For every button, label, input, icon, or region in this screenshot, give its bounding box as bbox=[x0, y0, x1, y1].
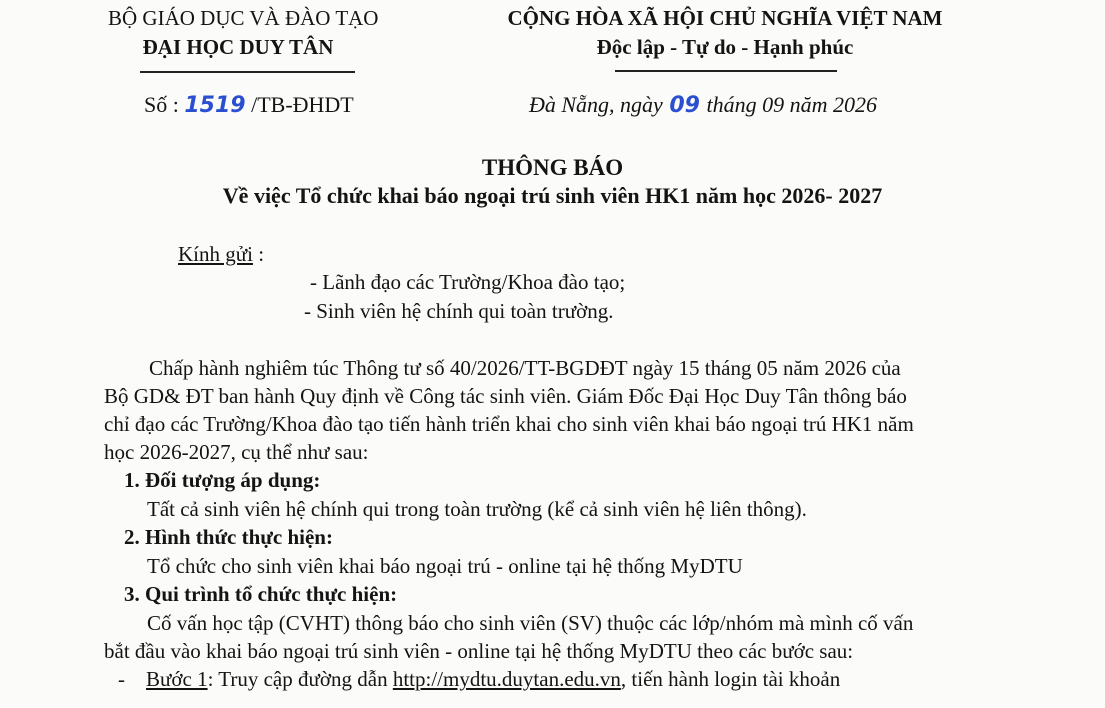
ministry-name: BỘ GIÁO DỤC VÀ ĐÀO TẠO bbox=[108, 6, 379, 30]
body-paragraph-line: Bộ GD& ĐT ban hành Quy định về Công tác sinh viên. Giám Đốc Đại Học Duy Tân thông báo bbox=[104, 384, 907, 408]
section-text: Tất cả sinh viên hệ chính qui trong toàn trường (kể cả sinh viên hệ liên thông). bbox=[147, 497, 807, 521]
document-date bbox=[529, 92, 877, 118]
university-underline bbox=[140, 71, 355, 73]
notice-subject: Về việc Tổ chức khai báo ngoại trú sinh viên HK1 năm học 2026- 2027 bbox=[222, 183, 883, 208]
mydtu-link[interactable]: http://mydtu.duytan.edu.vn bbox=[392, 667, 621, 691]
recipient-item: - Lãnh đạo các Trường/Khoa đào tạo; bbox=[310, 270, 626, 294]
date-day-handwritten: 09 bbox=[669, 93, 700, 118]
section-text: Cố vấn học tập (CVHT) thông báo cho sinh viên (SV) thuộc các lớp/nhóm mà mình cố vấn bbox=[147, 611, 914, 635]
body-paragraph-line: chỉ đạo các Trường/Khoa đào tạo tiến hành triển khai cho sinh viên khai báo ngoại trú HK1 năm bbox=[104, 412, 914, 436]
step-text-after-link: , tiến hành login tài khoản bbox=[620, 667, 841, 691]
step-text: : Truy cập đường dẫn bbox=[207, 667, 393, 691]
recipients-label-colon: : bbox=[252, 242, 265, 266]
section-text-continued: bắt đầu vào khai báo ngoại trú sinh viên - online tại hệ thống MyDTU theo các bước sau: bbox=[104, 639, 854, 663]
document-number-label: Số : bbox=[144, 92, 179, 117]
motto-underline bbox=[615, 70, 837, 72]
section-heading: 2. Hình thức thực hiện: bbox=[124, 525, 333, 549]
recipients-label-text: Kính gửi bbox=[178, 242, 253, 266]
notice-title: THÔNG BÁO bbox=[481, 155, 624, 180]
section-text: Tổ chức cho sinh viên khai báo ngoại trú - online tại hệ thống MyDTU bbox=[147, 554, 743, 578]
step-dash: - bbox=[118, 667, 125, 691]
document-number bbox=[144, 92, 354, 118]
step-item bbox=[118, 667, 840, 692]
step-label: Bước 1 bbox=[146, 667, 208, 691]
university-name: ĐẠI HỌC DUY TÂN bbox=[142, 35, 334, 59]
document-number-suffix: /TB-ĐHDT bbox=[251, 92, 354, 117]
recipients-label bbox=[178, 242, 264, 267]
date-suffix: tháng 09 năm 2026 bbox=[706, 92, 877, 117]
body-paragraph-line: học 2026-2027, cụ thể như sau: bbox=[104, 440, 369, 464]
section-heading: 3. Qui trình tổ chức thực hiện: bbox=[124, 582, 398, 606]
section-heading: 1. Đối tượng áp dụng: bbox=[124, 468, 321, 492]
body-paragraph-line: Chấp hành nghiêm túc Thông tư số 40/2026/TT-BGDĐT ngày 15 tháng 05 năm 2026 của bbox=[149, 356, 901, 380]
recipient-item: - Sinh viên hệ chính qui toàn trường. bbox=[304, 299, 614, 323]
country-name: CỘNG HÒA XÃ HỘI CHỦ NGHĨA VIỆT NAM bbox=[507, 6, 943, 30]
document-number-handwritten: 1519 bbox=[184, 93, 246, 118]
national-motto: Độc lập - Tự do - Hạnh phúc bbox=[596, 35, 854, 59]
date-prefix: Đà Nẵng, ngày bbox=[529, 92, 663, 117]
